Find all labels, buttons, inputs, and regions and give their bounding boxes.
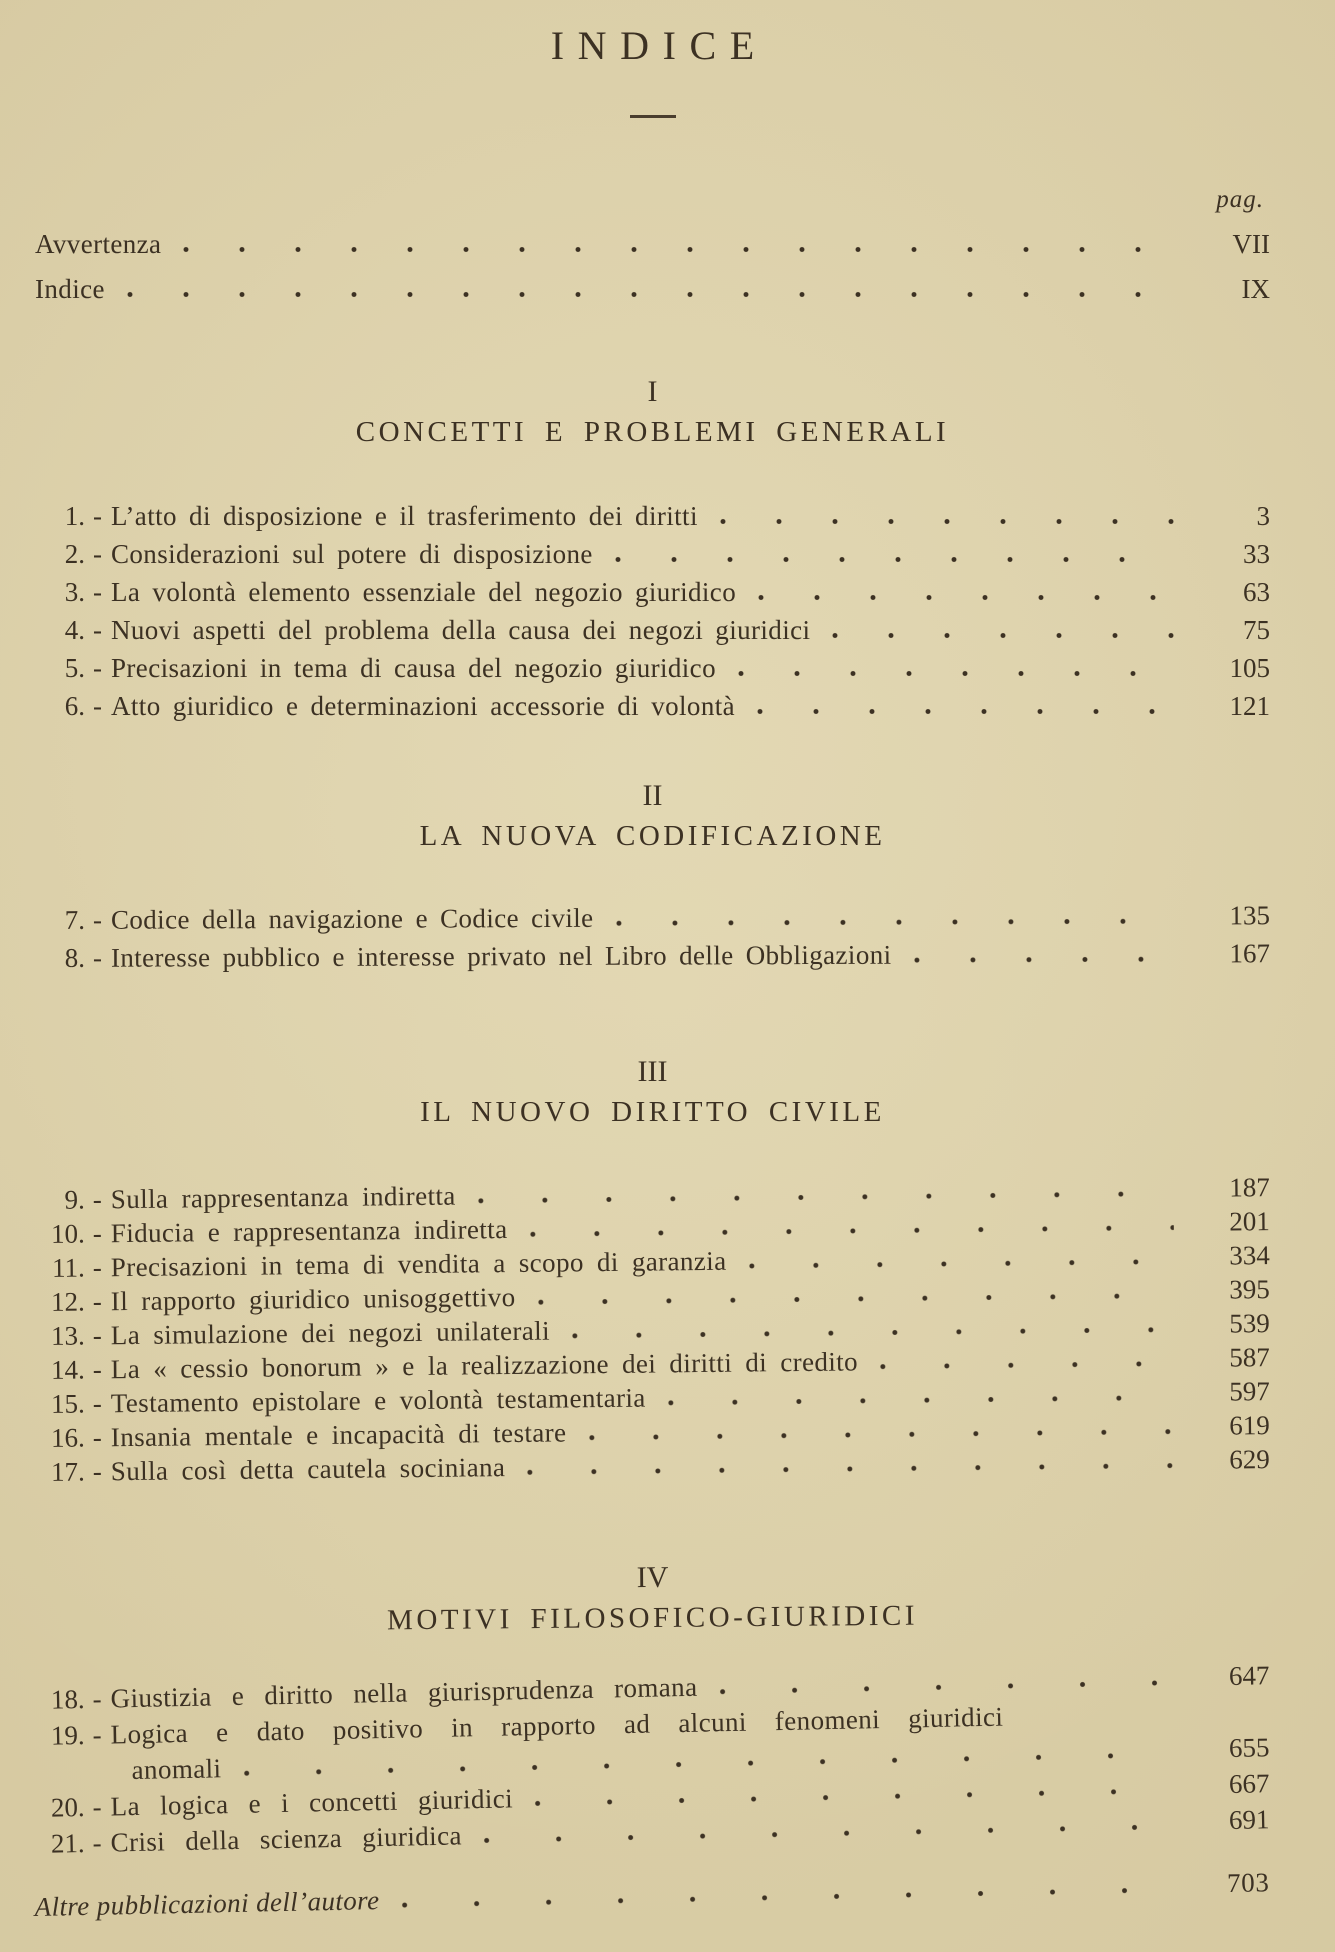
entry-number: 15.: [50, 1388, 85, 1419]
footer-title: Altre pubblicazioni dell’autore: [34, 1885, 380, 1923]
entry-page-number: 75: [1243, 615, 1270, 645]
section-numeral: IV: [636, 1560, 669, 1595]
dot-leader: [530, 1224, 1174, 1238]
entry-title: Precisazioni in tema di vendita a scopo di garanzia: [110, 1245, 727, 1283]
entry-dash: -: [92, 1388, 102, 1419]
page-title: INDICE: [550, 23, 768, 68]
entry-title: La simulazione dei negozi unilaterali: [110, 1315, 551, 1351]
entry-number: 17.: [50, 1456, 85, 1487]
entry-title: Indice: [35, 274, 105, 304]
entry-dash: -: [92, 1456, 102, 1487]
entry-title: Fiducia e rappresentanza indiretta: [110, 1214, 508, 1249]
entry-number: 12.: [50, 1286, 85, 1317]
section-heading: CONCETTI E PROBLEMI GENERALI: [355, 416, 950, 448]
entry-number: 5.: [64, 653, 85, 683]
front-matter-list: [35, 226, 1270, 316]
entry-page-number: 63: [1243, 577, 1270, 607]
entry-dash: -: [92, 1218, 102, 1249]
dot-leader: [527, 1462, 1174, 1476]
entry-title: L’atto di disposizione e il trasferimento dei diritti: [111, 501, 698, 531]
entry-number: 4.: [64, 615, 85, 645]
section-heading: MOTIVI FILOSOFICO-GIURIDICI: [386, 1599, 919, 1637]
entry-title: Atto giuridico e determinazioni accessorie di volontà: [111, 691, 736, 721]
entry-page-number: 3: [1256, 501, 1270, 531]
entry-number: 8.: [64, 942, 85, 973]
entry-number: 6.: [64, 691, 85, 721]
entry-number: 20.: [50, 1792, 85, 1823]
entry-page-number: 167: [1229, 938, 1270, 969]
dot-leader: [538, 1292, 1174, 1306]
dot-leader: [183, 246, 1174, 253]
entry-title: Il rapporto giuridico unisoggettivo: [110, 1281, 516, 1317]
entry-page-number: 33: [1243, 539, 1270, 569]
entry-dash: -: [92, 1422, 102, 1453]
entry-dash: -: [93, 501, 102, 531]
entry-number: 13.: [50, 1320, 85, 1351]
toc-sections: [35, 376, 1270, 1862]
entry-dash: -: [92, 1252, 102, 1283]
entry-page-number: VII: [1232, 229, 1270, 259]
entry-title: Crisi della scienza giuridica: [110, 1820, 463, 1858]
footer-page-number: 703: [1226, 1867, 1270, 1899]
entry-page-number: IX: [1241, 274, 1270, 304]
entry-number: 10.: [50, 1218, 85, 1249]
entry-dash: -: [93, 577, 102, 607]
entry-dash: -: [92, 1683, 102, 1714]
entry-page-number: 619: [1229, 1410, 1270, 1441]
section-numeral: I: [647, 375, 658, 408]
entry-page-number: 539: [1229, 1308, 1270, 1339]
entry-title: Giustizia e diritto nella giurisprudenza romana: [110, 1671, 698, 1714]
entry-number: 3.: [64, 577, 85, 607]
entry-page-number: 201: [1229, 1206, 1270, 1237]
entry-page-number: 395: [1229, 1274, 1270, 1305]
entry-number: [35, 1780, 85, 1781]
section-entries: [35, 498, 1270, 726]
entry-number: 9.: [64, 1184, 85, 1215]
entry-title: La logica e i concetti giuridici: [110, 1783, 514, 1822]
section-numeral: II: [642, 779, 663, 812]
entry-page-number: 587: [1229, 1342, 1270, 1373]
entry-dash: -: [93, 691, 102, 721]
dot-leader: [616, 918, 1174, 927]
entry-number: 14.: [50, 1354, 85, 1385]
toc-entry-row: [35, 226, 1270, 271]
toc-entry-row: [35, 935, 1270, 978]
entry-page-number: 655: [1228, 1732, 1270, 1764]
toc-section: [35, 376, 1270, 726]
entry-dash: -: [92, 1184, 102, 1215]
toc-entry-row: [35, 612, 1270, 650]
entry-page-number: 334: [1229, 1240, 1270, 1271]
dot-leader: [588, 1428, 1173, 1441]
entry-page-number: 187: [1229, 1172, 1270, 1203]
entry-page-number: 629: [1229, 1444, 1270, 1475]
toc-entry-row: [35, 536, 1270, 574]
section-entries: [35, 1660, 1270, 1862]
toc-entry-row: [35, 650, 1270, 688]
entry-page-number: 105: [1229, 653, 1270, 683]
entry-dash: -: [92, 942, 102, 973]
entry-dash: -: [92, 1286, 102, 1317]
entry-title: Insania mentale e incapacità di testare: [110, 1417, 567, 1453]
entry-title: Avvertenza: [35, 229, 162, 259]
section-entries: [35, 902, 1270, 978]
entry-dash: -: [92, 1354, 102, 1385]
entry-page-number: 135: [1229, 900, 1270, 931]
entry-title: La volontà elemento essenziale del negozio giuridico: [111, 577, 737, 607]
section-heading: IL NUOVO DIRITTO CIVILE: [420, 1096, 885, 1128]
toc-entry-row: [35, 271, 1270, 316]
toc-entry-row: [35, 897, 1270, 940]
entry-dash: -: [92, 1791, 102, 1822]
entry-title: Testamento epistolare e volontà testamentaria: [110, 1382, 646, 1419]
entry-dash: -: [93, 539, 102, 569]
entry-dash: -: [92, 1719, 102, 1750]
toc-entry-row: [35, 498, 1270, 536]
entry-title: anomali: [131, 1753, 222, 1786]
toc-section: [35, 780, 1270, 978]
entry-title: Interesse pubblico e interesse privato nel Libro delle Obbligazioni: [110, 939, 892, 973]
entry-number: 1.: [64, 501, 85, 531]
entry-dash: -: [92, 1827, 102, 1858]
entry-number: 21.: [50, 1828, 85, 1859]
dot-leader: [127, 291, 1174, 298]
entry-title: Considerazioni sul potere di disposizione: [111, 539, 593, 569]
dot-leader: [738, 670, 1174, 677]
section-entries: [35, 1172, 1270, 1488]
dot-leader: [615, 556, 1174, 563]
entry-number: 7.: [64, 904, 85, 935]
dot-leader: [535, 1787, 1174, 1807]
dot-leader: [484, 1823, 1174, 1844]
dot-leader: [572, 1326, 1174, 1339]
entry-page-number: 597: [1229, 1376, 1270, 1407]
entry-number: 16.: [50, 1422, 85, 1453]
toc-entry-row: [35, 574, 1270, 612]
divider-rule: [630, 115, 676, 118]
dot-leader: [757, 708, 1174, 715]
dot-leader: [668, 1394, 1174, 1406]
entry-title: Codice della navigazione e Codice civile: [110, 902, 594, 935]
dot-leader: [749, 1258, 1174, 1269]
entry-dash: -: [92, 1320, 102, 1351]
entry-page-number: 647: [1228, 1660, 1270, 1692]
page-column-label: pag.: [1216, 186, 1264, 213]
toc-section: [35, 1562, 1270, 1862]
entry-title: Nuovi aspetti del problema della causa dei negozi giuridici: [111, 615, 811, 645]
entry-page-number: 691: [1228, 1804, 1270, 1836]
entry-number: 2.: [64, 539, 85, 569]
dot-leader: [914, 956, 1174, 964]
entry-page-number: 667: [1228, 1768, 1270, 1800]
entry-number: 11.: [51, 1252, 85, 1283]
section-numeral: III: [637, 1055, 668, 1088]
entry-title: Logica e dato positivo in rapporto ad alcuni fenomeni giuridici: [110, 1701, 1004, 1750]
entry-number: 19.: [50, 1720, 85, 1751]
footer-row: [34, 1865, 1269, 1926]
dot-leader: [478, 1190, 1174, 1204]
entry-title: Sulla così detta cautela sociniana: [110, 1452, 506, 1487]
entry-dash: -: [93, 653, 102, 683]
dot-leader: [401, 1886, 1173, 1908]
section-heading: LA NUOVA CODIFICAZIONE: [419, 820, 886, 852]
dot-leader: [720, 518, 1174, 525]
toc-section: [35, 1056, 1270, 1488]
entry-dash: -: [92, 904, 102, 935]
entry-title: La « cessio bonorum » e la realizzazione dei diritti di credito: [110, 1346, 859, 1385]
entry-page-number: 121: [1229, 691, 1270, 721]
dot-leader: [719, 1679, 1173, 1695]
toc-entry-row: [35, 688, 1270, 726]
dot-leader: [880, 1360, 1174, 1370]
entry-title: Sulla rappresentanza indiretta: [110, 1180, 456, 1215]
dot-leader: [758, 594, 1174, 601]
entry-title: Precisazioni in tema di causa del negozio giuridico: [111, 653, 716, 683]
entry-dash: -: [93, 615, 102, 645]
dot-leader: [832, 632, 1174, 639]
entry-number: 18.: [50, 1684, 85, 1715]
